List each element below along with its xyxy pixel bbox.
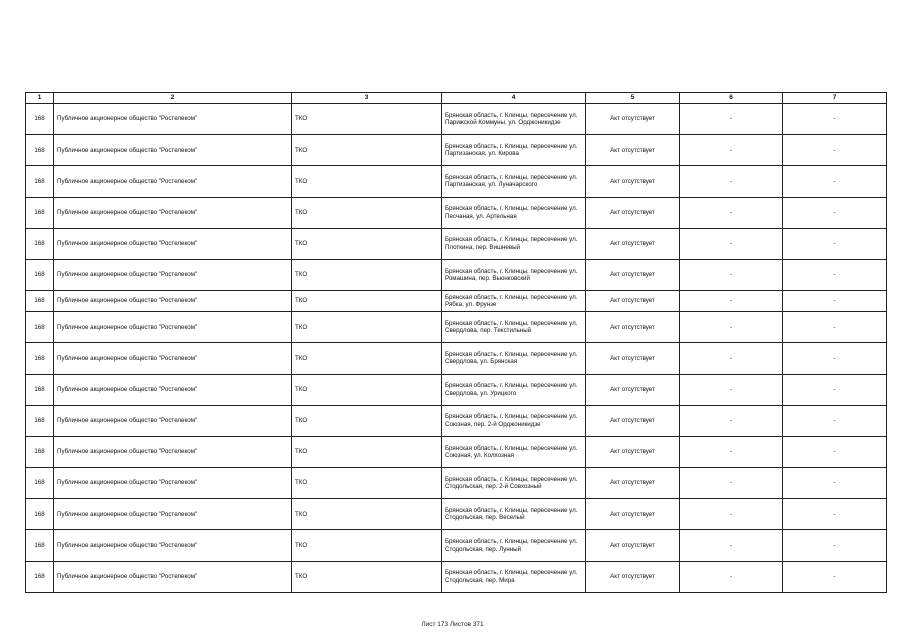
cell-org: Публичное акционерное общество "Ростелеком" (54, 259, 292, 290)
table-row (26, 374, 887, 405)
cell-address: Брянская область, г. Клинцы, пересечение ул. Стодольская, пер. Лунный (442, 530, 586, 561)
table-row (26, 343, 887, 374)
table-row (26, 197, 887, 228)
cell-address: Брянская область, г. Клинцы, пересечение ул. Плоткина, пер. Вишневый (442, 228, 586, 259)
cell-address: Брянская область, г. Клинцы, пересечение ул. Свердлова, пер. Текстильный (442, 312, 586, 343)
cell-org: Публичное акционерное общество "Ростелеком" (54, 468, 292, 499)
cell-type: ТКО (292, 530, 442, 561)
cell-act: Акт отсутствует (586, 499, 680, 530)
cell-act: Акт отсутствует (586, 166, 680, 197)
cell-col6: - (680, 374, 783, 405)
cell-col6: - (680, 104, 783, 135)
cell-num: 168 (26, 530, 54, 561)
cell-act: Акт отсутствует (586, 530, 680, 561)
cell-address: Брянская область, г. Клинцы, пересечение ул. Стодольская, пер. Веселый (442, 499, 586, 530)
cell-col7: - (783, 436, 887, 467)
header-col-2: 2 (54, 93, 292, 104)
cell-num: 168 (26, 228, 54, 259)
cell-num: 168 (26, 259, 54, 290)
cell-org: Публичное акционерное общество "Ростелеком" (54, 561, 292, 592)
table-row (26, 561, 887, 592)
cell-col7: - (783, 468, 887, 499)
cell-col6: - (680, 405, 783, 436)
cell-type: ТКО (292, 312, 442, 343)
cell-num: 168 (26, 499, 54, 530)
cell-col6: - (680, 291, 783, 312)
cell-org: Публичное акционерное общество "Ростелеком" (54, 291, 292, 312)
cell-act: Акт отсутствует (586, 197, 680, 228)
page-number-footer: Лист 173 Листов 371 (421, 621, 484, 628)
cell-col7: - (783, 499, 887, 530)
cell-org: Публичное акционерное общество "Ростелеком" (54, 530, 292, 561)
cell-act: Акт отсутствует (586, 104, 680, 135)
cell-address: Брянская область, г. Клинцы, пересечение ул. Партизанская, ул. Кирова (442, 135, 586, 166)
table-row (26, 312, 887, 343)
cell-address: Брянская область, г. Клинцы, пересечение ул. Песчаная, ул. Артельная (442, 197, 586, 228)
table-row (26, 135, 887, 166)
cell-type: ТКО (292, 259, 442, 290)
cell-org: Публичное акционерное общество "Ростелеком" (54, 436, 292, 467)
cell-org: Публичное акционерное общество "Ростелеком" (54, 197, 292, 228)
register-table (25, 92, 887, 593)
cell-org: Публичное акционерное общество "Ростелеком" (54, 104, 292, 135)
cell-act: Акт отсутствует (586, 312, 680, 343)
header-col-5: 5 (586, 93, 680, 104)
cell-address: Брянская область, г. Клинцы, пересечение ул. Союзная, ул. Колхозная (442, 436, 586, 467)
cell-act: Акт отсутствует (586, 436, 680, 467)
cell-col6: - (680, 468, 783, 499)
cell-col7: - (783, 312, 887, 343)
cell-address: Брянская область, г. Клинцы, пересечение ул. Стодольская, пер. Мира (442, 561, 586, 592)
cell-col7: - (783, 291, 887, 312)
cell-act: Акт отсутствует (586, 561, 680, 592)
cell-col6: - (680, 197, 783, 228)
cell-act: Акт отсутствует (586, 259, 680, 290)
cell-col6: - (680, 135, 783, 166)
cell-col7: - (783, 530, 887, 561)
cell-col7: - (783, 405, 887, 436)
cell-org: Публичное акционерное общество "Ростелеком" (54, 166, 292, 197)
cell-org: Публичное акционерное общество "Ростелеком" (54, 374, 292, 405)
table-row (26, 166, 887, 197)
cell-num: 168 (26, 374, 54, 405)
header-col-1: 1 (26, 93, 54, 104)
cell-type: ТКО (292, 197, 442, 228)
cell-col7: - (783, 197, 887, 228)
cell-col7: - (783, 166, 887, 197)
cell-num: 168 (26, 291, 54, 312)
cell-col7: - (783, 259, 887, 290)
cell-org: Публичное акционерное общество "Ростелеком" (54, 343, 292, 374)
table-row (26, 468, 887, 499)
cell-col7: - (783, 374, 887, 405)
cell-col7: - (783, 135, 887, 166)
cell-act: Акт отсутствует (586, 135, 680, 166)
table-row (26, 530, 887, 561)
table-row (26, 436, 887, 467)
cell-address: Брянская область, г. Клинцы, пересечение ул. Парижской Коммуны, ул. Орджоникидзе (442, 104, 586, 135)
cell-type: ТКО (292, 561, 442, 592)
cell-address: Брянская область, г. Клинцы, пересечение ул. Партизанская, ул. Луначарского (442, 166, 586, 197)
cell-org: Публичное акционерное общество "Ростелеком" (54, 228, 292, 259)
cell-org: Публичное акционерное общество "Ростелеком" (54, 499, 292, 530)
cell-type: ТКО (292, 468, 442, 499)
cell-address: Брянская область, г. Клинцы, пересечение ул. Свердлова, ул. Брянская (442, 343, 586, 374)
cell-num: 168 (26, 436, 54, 467)
cell-num: 168 (26, 561, 54, 592)
cell-num: 168 (26, 312, 54, 343)
cell-type: ТКО (292, 405, 442, 436)
cell-type: ТКО (292, 135, 442, 166)
header-row (26, 93, 887, 104)
cell-col6: - (680, 312, 783, 343)
cell-type: ТКО (292, 436, 442, 467)
cell-col6: - (680, 499, 783, 530)
cell-col7: - (783, 228, 887, 259)
cell-col6: - (680, 561, 783, 592)
cell-type: ТКО (292, 166, 442, 197)
cell-col6: - (680, 259, 783, 290)
cell-act: Акт отсутствует (586, 405, 680, 436)
cell-type: ТКО (292, 343, 442, 374)
cell-act: Акт отсутствует (586, 291, 680, 312)
cell-act: Акт отсутствует (586, 228, 680, 259)
cell-address: Брянская область, г. Клинцы, пересечение ул. Союзная, пер. 2-й Орджоникидзе (442, 405, 586, 436)
cell-type: ТКО (292, 499, 442, 530)
cell-address: Брянская область, г. Клинцы, пересечение ул. Стодольская, пер. 2-й Совхозный (442, 468, 586, 499)
cell-col7: - (783, 561, 887, 592)
table-row (26, 291, 887, 312)
table-row (26, 104, 887, 135)
cell-type: ТКО (292, 291, 442, 312)
header-col-6: 6 (680, 93, 783, 104)
header-col-7: 7 (783, 93, 887, 104)
cell-org: Публичное акционерное общество "Ростелеком" (54, 312, 292, 343)
cell-address: Брянская область, г. Клинцы, пересечение ул. Ромашина, пер. Вьюнковский (442, 259, 586, 290)
cell-address: Брянская область, г. Клинцы, пересечение ул. Свердлова, ул. Урицкого (442, 374, 586, 405)
cell-col7: - (783, 343, 887, 374)
cell-type: ТКО (292, 104, 442, 135)
cell-col6: - (680, 530, 783, 561)
table-body (26, 104, 887, 593)
cell-num: 168 (26, 166, 54, 197)
cell-num: 168 (26, 468, 54, 499)
cell-act: Акт отсутствует (586, 374, 680, 405)
cell-col7: - (783, 104, 887, 135)
cell-type: ТКО (292, 374, 442, 405)
cell-act: Акт отсутствует (586, 343, 680, 374)
cell-num: 168 (26, 197, 54, 228)
cell-type: ТКО (292, 228, 442, 259)
cell-col6: - (680, 166, 783, 197)
table-row (26, 228, 887, 259)
cell-num: 168 (26, 135, 54, 166)
cell-col6: - (680, 343, 783, 374)
header-col-3: 3 (292, 93, 442, 104)
table-row (26, 259, 887, 290)
cell-act: Акт отсутствует (586, 468, 680, 499)
table-row (26, 499, 887, 530)
cell-org: Публичное акционерное общество "Ростелеком" (54, 405, 292, 436)
cell-org: Публичное акционерное общество "Ростелеком" (54, 135, 292, 166)
cell-num: 168 (26, 343, 54, 374)
cell-num: 168 (26, 405, 54, 436)
table-row (26, 405, 887, 436)
header-col-4: 4 (442, 93, 586, 104)
cell-address: Брянская область, г. Клинцы, пересечение ул. Рябка, ул. Фрунзе (442, 291, 586, 312)
cell-col6: - (680, 436, 783, 467)
cell-col6: - (680, 228, 783, 259)
cell-num: 168 (26, 104, 54, 135)
